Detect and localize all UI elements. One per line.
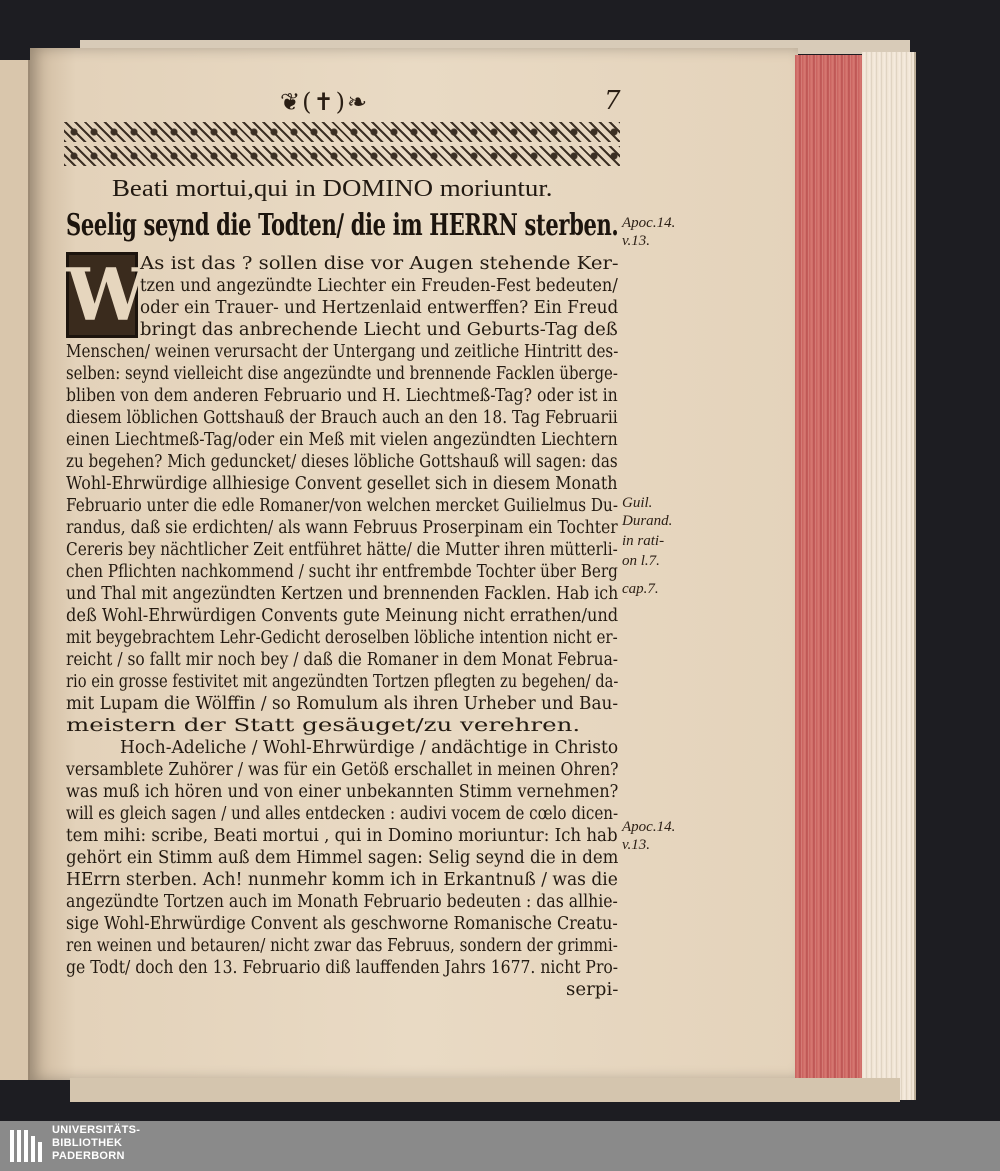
text-line: bliben von dem anderen Februario und H. Liechtmeß-Tag? oder ist in — [66, 386, 618, 406]
text-line: ge Todt/ doch den 13. Februario diß lauffenden Jahrs 1677. nicht Pro- — [66, 958, 619, 978]
margin-note: in rati- — [622, 533, 665, 549]
initial-letter: W — [66, 252, 147, 337]
margin-note: Apoc.14. — [622, 819, 676, 835]
margin-note: cap.7. — [622, 581, 659, 597]
text-line: rio ein grosse festivitet mit angezündten Tortzen pflegten zu begehen/ da- — [66, 672, 619, 692]
library-name-line1: UNIVERSITÄTS- — [52, 1124, 141, 1136]
library-name-line2: BIBLIOTHEK — [52, 1137, 123, 1149]
text-line: und Thal mit angezündten Kertzen und brennenden Facklen. Hab ich — [66, 584, 619, 604]
text-line: randus, daß sie erdichten/ als wann Februus Proserpinam ein Tochter — [66, 518, 618, 538]
text-line: deß Wohl-Ehrwürdigen Convents gute Meinung nicht errathen/und — [66, 606, 619, 626]
text-line: will es gleich sagen / und alles entdecken : audivi vocem de cœlo dicen- — [66, 804, 619, 824]
text-line: versamblete Zuhörer / was für ein Getöß erschallet in meinen Ohren? — [66, 760, 619, 780]
text-line: mit Lupam die Wölffin / so Romulum als ihren Urheber und Bau- — [66, 694, 619, 714]
text-line: oder ein Trauer- und Hertzenlaid entwerffen? Ein Freud — [140, 298, 619, 318]
text-line: Cereris bey nächtlicher Zeit entführet hätte/ die Mutter ihren mütterli- — [66, 540, 618, 560]
margin-note: v.13. — [622, 837, 651, 853]
header-ornament: ❦(✝)❧ — [280, 88, 370, 116]
book-board-bottom — [70, 1078, 900, 1102]
text-line: meistern der Statt gesäuget/zu verehren. — [66, 716, 581, 736]
text-line: was muß ich hören und von einer unbekannten Stimm vernehmen? — [66, 782, 619, 802]
page-number: 7 — [604, 86, 621, 116]
text-line: serpi- — [566, 980, 619, 1000]
ornamental-band-top — [64, 122, 620, 142]
text-line: einen Liechtmeß-Tag/oder ein Meß mit vielen angezündten Liechtern — [66, 430, 618, 450]
margin-note: v.13. — [622, 233, 651, 249]
text-line: ren weinen und betauren/ nicht zwar das Februus, sondern der grimmi- — [66, 936, 618, 956]
text-line: HErrn sterben. Ach! nunmehr komm ich in Erkantnuß / was die — [66, 870, 618, 890]
text-line: Hoch-Adeliche / Wohl-Ehrwürdige / andächtige in Christo — [120, 738, 619, 758]
text-line: diesem löblichen Gottshauß der Brauch auch an den 18. Tag Februarii — [66, 408, 618, 428]
text-line: tzen und angezündte Liechter ein Freuden-Fest bedeuten/ — [140, 276, 618, 296]
library-logo-icon — [8, 1126, 46, 1166]
text-line: angezündte Tortzen auch im Monath Februario bedeuten : das allhie- — [66, 892, 618, 912]
title-latin: Beati mortui,qui in DOMINO moriuntur. — [112, 176, 553, 202]
margin-note: Apoc.14. — [622, 215, 676, 231]
ornamental-band-bottom — [64, 146, 620, 166]
text-line: reicht / so fallt mir noch bey / daß die Romaner in dem Monat Februa- — [66, 650, 619, 670]
library-name-line3: PADERBORN — [52, 1150, 125, 1162]
text-line: chen Pflichten nachkommend / sucht ihr entfrembde Tochter über Berg — [66, 562, 618, 582]
page-edge-white — [862, 52, 916, 1100]
text-line: Menschen/ weinen verursacht der Untergang und zeitliche Hintritt des- — [66, 342, 619, 362]
text-line: As ist das ? sollen dise vor Augen stehende Ker- — [140, 254, 619, 274]
text-line: zu begehen? Mich geduncket/ dieses löbliche Gottshauß will sagen: das — [66, 452, 618, 472]
margin-note: on l.7. — [622, 553, 660, 569]
margin-note: Guil. — [622, 495, 653, 511]
text-line: selben: seynd vielleicht dise angezündte und brennende Facklen überge- — [66, 364, 618, 384]
text-line: mit beygebrachtem Lehr-Gedicht deroselben löbliche intention nicht er- — [66, 628, 618, 648]
margin-note: Durand. — [622, 513, 673, 529]
library-name — [52, 1124, 140, 1163]
footer-bar — [0, 1121, 1000, 1171]
text-line: Wohl-Ehrwürdige allhiesige Convent gesellet sich in diesem Monath — [66, 474, 618, 494]
text-line: tem mihi: scribe, Beati mortui , qui in Domino moriuntur: Ich hab — [66, 826, 618, 846]
text-line: sige Wohl-Ehrwürdige Convent als geschworne Romanische Creatu- — [66, 914, 618, 934]
text-line: gehört ein Stimm auß dem Himmel sagen: Selig seynd die in dem — [66, 848, 619, 868]
text-line: Februario unter die edle Romaner/von welchen mercket Guilielmus Du- — [66, 496, 618, 516]
page-edge-red — [795, 55, 865, 1080]
title-german: Seelig seynd die Todten/ die im HERRN sterben. — [66, 208, 619, 243]
text-line: bringt das anbrechende Liecht und Geburts-Tag deß — [140, 320, 618, 340]
left-page-edge — [0, 60, 30, 1080]
